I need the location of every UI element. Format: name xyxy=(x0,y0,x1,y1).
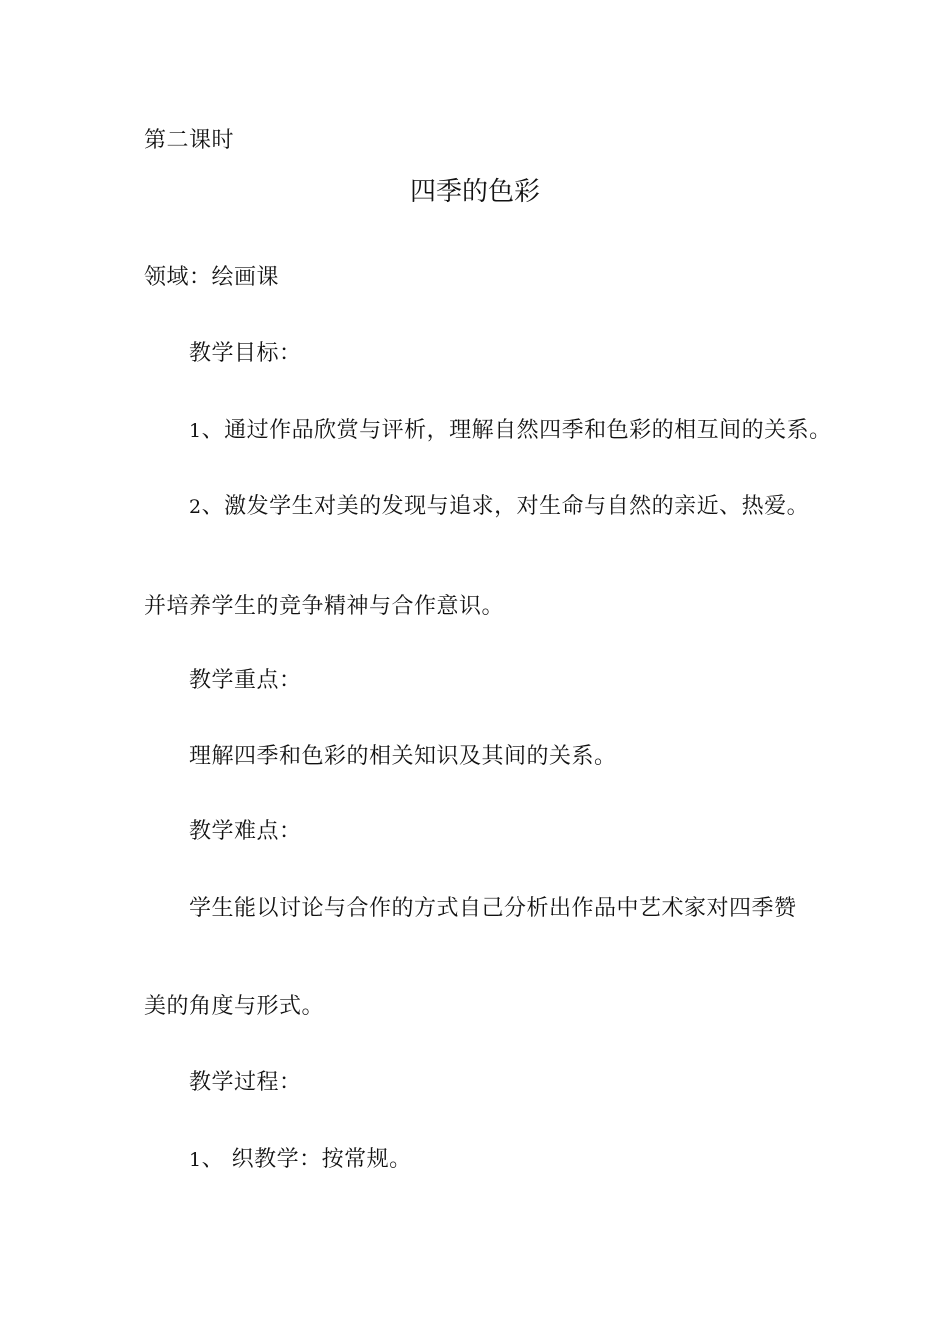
difficulties-text-line1: 学生能以讨论与合作的方式自己分析出作品中艺术家对四季赞 xyxy=(189,896,797,921)
objective-text: 、激发学生对美的发现与追求，对生命与自然的亲近、热爱。 xyxy=(201,494,810,519)
objectives-heading: 教学目标： xyxy=(189,341,302,366)
objective-text: 、通过作品欣赏与评析，理解自然四季和色彩的相互间的关系。 xyxy=(201,418,832,443)
objective-number: 2 xyxy=(189,496,202,518)
process-item xyxy=(189,1146,412,1174)
difficulties-heading: 教学难点： xyxy=(189,819,302,844)
key-points-text: 理解四季和色彩的相关知识及其间的关系。 xyxy=(189,744,617,769)
lesson-label: 第二课时 xyxy=(144,128,235,153)
process-text: 、 织教学：按常规。 xyxy=(201,1147,412,1172)
objectives-continuation: 并培养学生的竞争精神与合作意识。 xyxy=(144,594,505,619)
domain-line: 领域：绘画课 xyxy=(144,265,280,290)
objective-number: 1 xyxy=(189,420,202,442)
key-points-heading: 教学重点： xyxy=(189,668,302,693)
process-number: 1 xyxy=(189,1149,202,1171)
objective-item xyxy=(189,493,809,521)
objective-item xyxy=(189,417,832,445)
process-heading: 教学过程： xyxy=(189,1070,302,1095)
difficulties-text-line2: 美的角度与形式。 xyxy=(144,994,325,1019)
document-title: 四季的色彩 xyxy=(409,177,540,207)
